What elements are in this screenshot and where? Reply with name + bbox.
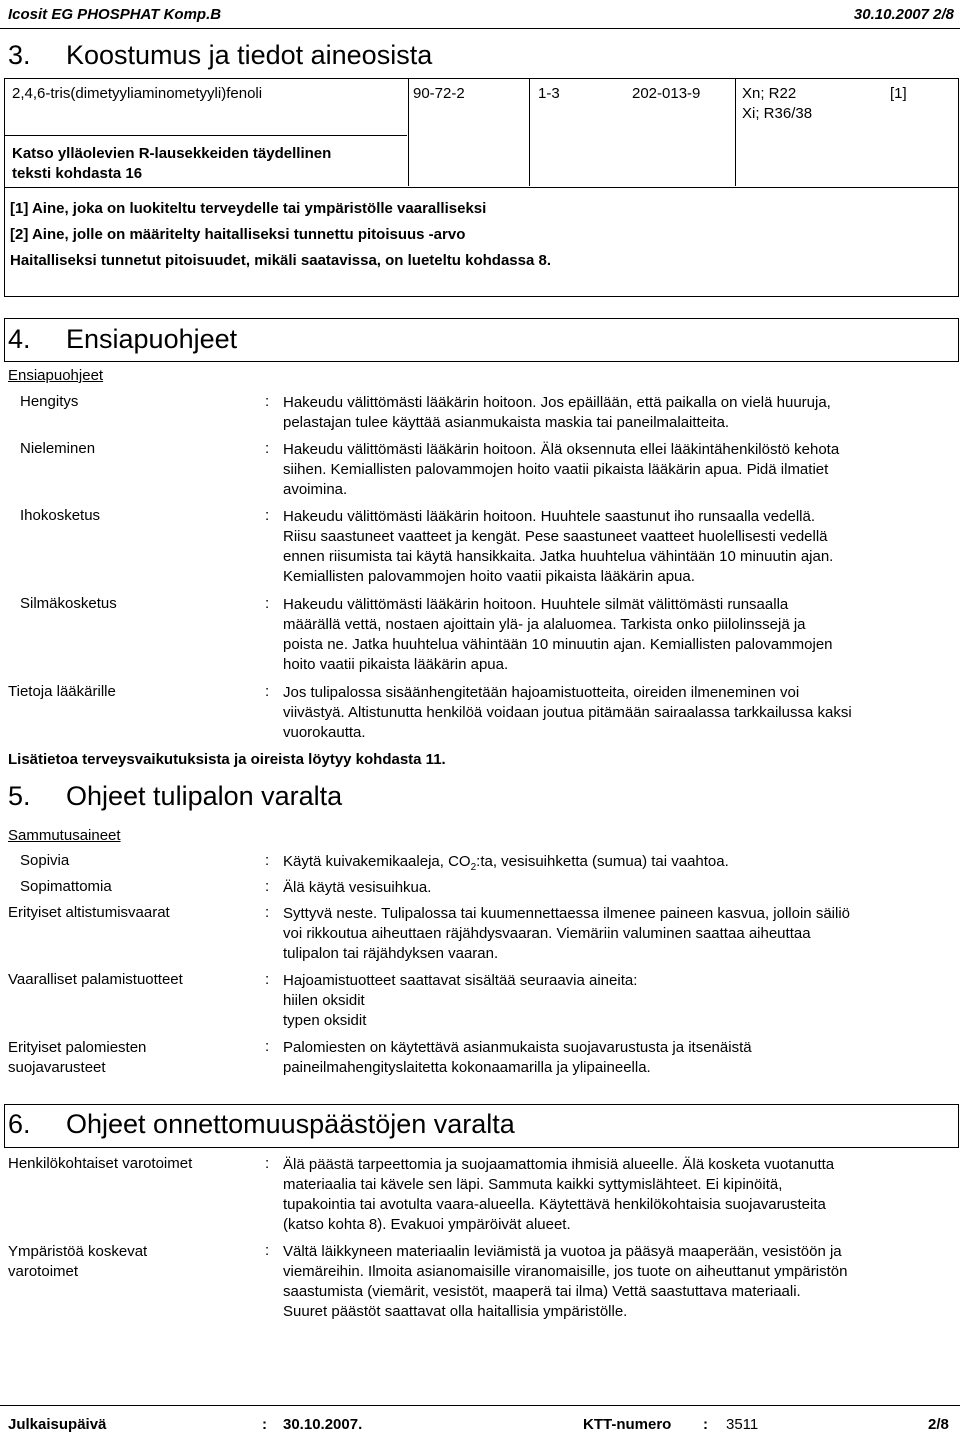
environmental-precautions-label: Ympäristöä koskevat varotoimet [8, 1243, 148, 1280]
r-phrase-reference: teksti kohdasta 16 [12, 165, 143, 182]
colon: : [265, 595, 270, 612]
r-phrase-reference: Katso ylläolevien R-lausekkeiden täydellinen [12, 145, 332, 162]
colon: : [265, 440, 270, 457]
footnote: Haitalliseksi tunnetut pitoisuudet, mikäli saatavissa, on lueteltu kohdassa 8. [10, 252, 551, 269]
doctor-info-label: Tietoja lääkärille [8, 683, 116, 700]
colon: : [265, 878, 270, 895]
personal-precautions-text: Älä päästä tarpeettomia ja suojaamattomia ihmisiä alueelle. Älä kosketa vuotanutta materiaalia tai kävele sen läpi. Sammuta kaikki syttymislähteet. Ei kipinöitä, tupakointia tai avotulta vaara-alueella. Käytettävä henkilökohtaisia suojavarusteita (katso kohta 8). Evakuoi ympäröivät alueet. [283, 1156, 835, 1233]
environmental-precautions-text: Vältä läikkyneen materiaalin leviämistä ja vuotoa ja pääsyä maaperään, vesistöön ja viemäreihin. Ilmoita asianomaisille viranomaisille, jos tuote on aiheuttanut ympäristön saastumista (viemärit, vesistöt, maaperä tai ilma) Vettä saastuttava materiaali. Suuret päästöt saattavat olla haitallisia ympäristölle. [283, 1243, 848, 1320]
product-name: Icosit EG PHOSPHAT Komp.B [8, 6, 222, 23]
concentration: 1-3 [538, 85, 560, 102]
colon: : [265, 507, 270, 524]
special-hazards-label: Erityiset altistumisvaarat [8, 904, 170, 921]
first-aid-label: Ihokosketus [20, 507, 101, 524]
section-number: 3. [8, 40, 31, 70]
colon: : [265, 1155, 270, 1172]
publication-date-value: 30.10.2007. [283, 1416, 363, 1433]
page-footer [0, 1405, 960, 1438]
section-number: 6. [8, 1109, 31, 1139]
colon: : [262, 1416, 267, 1433]
cas-number: 90-72-2 [413, 85, 465, 102]
section-5-heading [8, 781, 342, 812]
section-4-heading [8, 324, 237, 355]
colon: : [265, 683, 270, 700]
combustion-products-label: Vaaralliset palamistuotteet [8, 971, 183, 988]
section-title: Koostumus ja tiedot aineosista [66, 40, 433, 70]
firefighter-equipment-text: Palomiesten on käytettävä asianmukaista suojavarustusta ja itsenäistä paineilmahengityslaitetta kokonaamarilla ja ylipaineella. [283, 1039, 752, 1076]
unsuitable-text: Älä käytä vesisuihkua. [283, 879, 432, 896]
first-aid-text: Hakeudu välittömästi lääkärin hoitoon. Huuhtele silmät välittömästi runsaalla määrällä vettä, nostaen ajoittain ylä- ja alaluomea. Tarkista onko piilolinssejä ja poista ne. Jatka huuhtelua vähintään 10 minuutin ajan. Kemiallisten palovammojen hoito vaatii pikaista lääkärin apua. [283, 596, 833, 673]
colon: : [265, 904, 270, 921]
suitable-text: Käytä kuivakemikaaleja, $CO_2:ta$, vesisuihketta (sumua) tai vaahtoa. [283, 853, 729, 873]
more-info-note: Lisätietoa terveysvaikutuksista ja oireista löytyy kohdasta 11. [8, 751, 446, 768]
ktt-number-label: KTT-numero [583, 1416, 672, 1433]
page-number: 2/8 [928, 1416, 949, 1433]
first-aid-text: Hakeudu välittömästi lääkärin hoitoon. Huuhtele saastunut iho runsaalla vedellä. Riisu saastuneet vaatteet ja kengät. Pese saastuneet vaatteet huolellisesti vedellä ennen riisumista tai käytä hansikkaita. Jatka huuhtelua vähintään 10 minuutin ajan. Kemiallisten palovammojen hoito vaatii pikaista lääkärin apua. [283, 508, 834, 585]
colon: : [703, 1416, 708, 1433]
combustion-products-text: Hajoamistuotteet saattavat sisältää seuraavia aineita: hiilen oksidit typen oksidit [283, 972, 638, 1029]
publication-date-label: Julkaisupäivä [8, 1416, 107, 1433]
classification-2: Xi; R36/38 [742, 105, 813, 122]
firefighter-equipment-label: Erityiset palomiesten suojavarusteet [8, 1039, 147, 1076]
section-title: Ohjeet tulipalon varalta [66, 781, 343, 811]
section-title: Ensiapuohjeet [66, 324, 238, 354]
section-6-heading [8, 1109, 515, 1140]
first-aid-label: Silmäkosketus [20, 595, 117, 612]
footnote: [1] Aine, joka on luokiteltu terveydelle tai ympäristölle vaaralliseksi [10, 200, 487, 217]
colon: : [265, 1242, 270, 1259]
footnote: [2] Aine, jolle on määritelty haitalliseksi tunnettu pitoisuus -arvo [10, 226, 466, 243]
section-3-heading [8, 40, 432, 71]
first-aid-label: Nieleminen [20, 440, 96, 457]
classification-note: [1] [890, 85, 907, 102]
colon: : [265, 971, 270, 988]
first-aid-subheading: Ensiapuohjeet [8, 367, 104, 384]
first-aid-text: Hakeudu välittömästi lääkärin hoitoon. Älä oksennuta ellei lääkintähenkilöstö kehota siihen. Kemiallisten palovammojen hoito vaatii pikaista lääkärin apua. Pidä ilmatiet avoimina. [283, 441, 840, 498]
section-title: Ohjeet onnettomuuspäästöjen varalta [66, 1109, 515, 1139]
first-aid-text: Hakeudu välittömästi lääkärin hoitoon. Jos epäillään, että paikalla on vielä huuruja, pelastajan tulee käyttää asianmukaista maskia tai paneilmalaitteita. [283, 394, 831, 431]
section-number: 5. [8, 781, 31, 811]
ec-number: 202-013-9 [632, 85, 701, 102]
colon: : [265, 852, 270, 869]
extinguishing-subheading: Sammutusaineet [8, 827, 121, 844]
section-number: 4. [8, 324, 31, 354]
first-aid-label: Hengitys [20, 393, 79, 410]
classification-1: Xn; R22 [742, 85, 797, 102]
special-hazards-text: Syttyvä neste. Tulipalossa tai kuumennettaessa ilmenee paineen kasvua, jolloin säiliö voi rikkoutua aiheuttaen räjähdysvaaran. Viemäriin valuminen saattaa aiheuttaa tulipalon tai räjähdyksen vaaran. [283, 905, 850, 962]
colon: : [265, 393, 270, 410]
colon: : [265, 1038, 270, 1055]
ingredient-name: 2,4,6-tris(dimetyyliaminometyyli)fenoli [12, 85, 263, 102]
doctor-info-text: Jos tulipalossa sisäänhengitetään hajoamistuotteita, oireiden ilmeneminen voi viivästyä. Altistunutta henkilöä voidaan joutua pitämään sairaalassa tarkkailussa kaksi vuorokautta. [283, 684, 852, 741]
header-date-page: 30.10.2007 2/8 [853, 6, 954, 23]
suitable-label: Sopivia [20, 852, 70, 869]
unsuitable-label: Sopimattomia [20, 878, 112, 895]
ktt-number-value: 3511 [726, 1416, 759, 1433]
personal-precautions-label: Henkilökohtaiset varotoimet [8, 1155, 193, 1172]
